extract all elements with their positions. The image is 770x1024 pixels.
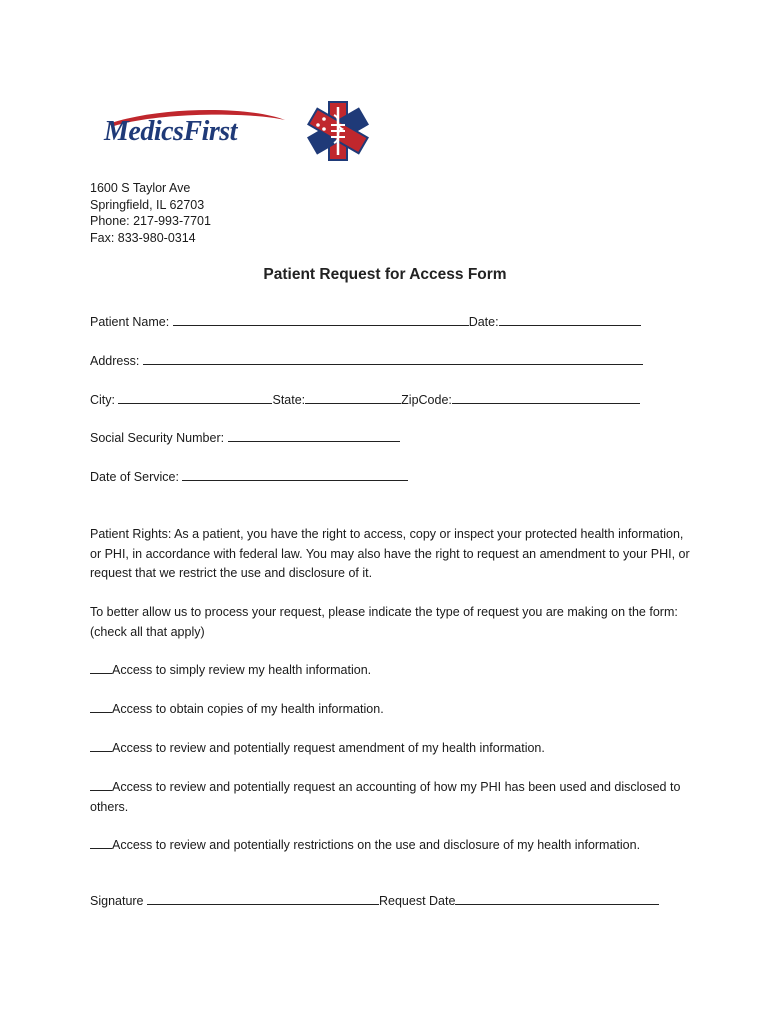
option-label: Access to review and potentially request an accounting of how my PHI has been used and disclosed to others. — [90, 780, 681, 814]
logo-text: MedicsFirst — [104, 116, 237, 147]
option-checkbox-blank[interactable] — [90, 701, 112, 713]
ssn-label: Social Security Number: — [90, 431, 225, 445]
city-label: City: — [90, 393, 115, 407]
option-checkbox-blank[interactable] — [90, 779, 112, 791]
option-checkbox-blank[interactable] — [90, 740, 112, 752]
option-label: Access to obtain copies of my health information. — [112, 702, 384, 716]
signature-label: Signature — [90, 894, 144, 908]
signature-field[interactable] — [147, 892, 379, 905]
patient-name-field[interactable] — [173, 313, 469, 326]
request-date-label: Request Date — [379, 894, 456, 908]
option-item — [90, 661, 690, 681]
option-label: Access to review and potentially restrictions on the use and disclosure of my health information. — [112, 838, 641, 852]
instructions-text: To better allow us to process your request, please indicate the type of request you are making on the form: (check all that apply) — [90, 605, 678, 639]
medicsfirst-logo — [100, 100, 390, 162]
option-item — [90, 778, 690, 817]
signature-row — [90, 892, 659, 908]
form-title: Patient Request for Access Form — [263, 266, 507, 283]
address-phone: Phone: 217-993-7701 — [90, 214, 211, 228]
date-label: Date: — [468, 315, 499, 329]
option-checkbox-blank[interactable] — [90, 837, 112, 849]
city-state-zip-row — [90, 391, 640, 407]
city-field[interactable] — [118, 391, 272, 404]
date-field[interactable] — [499, 313, 641, 326]
address-field[interactable] — [143, 352, 643, 365]
request-date-field[interactable] — [455, 892, 659, 905]
option-checkbox-blank[interactable] — [90, 662, 112, 674]
ssn-row — [90, 429, 400, 445]
address-fax: Fax: 833-980-0314 — [90, 230, 196, 245]
option-label: Access to simply review my health information. — [112, 663, 372, 677]
option-label: Access to review and potentially request amendment of my health information. — [112, 741, 545, 755]
address-row — [90, 352, 643, 368]
state-field[interactable] — [305, 391, 401, 404]
service-date-row — [90, 468, 408, 484]
address-label: Address: — [90, 354, 140, 368]
star-of-life-icon — [290, 100, 386, 162]
ssn-field[interactable] — [228, 429, 400, 442]
zip-label: ZipCode: — [401, 393, 452, 407]
option-item — [90, 836, 690, 856]
option-item — [90, 700, 690, 720]
patient-name-label: Patient Name: — [90, 315, 170, 329]
option-item — [90, 739, 690, 759]
service-date-label: Date of Service: — [90, 470, 179, 484]
patient-name-row — [90, 313, 641, 329]
company-address — [90, 180, 211, 246]
state-label: State: — [272, 393, 306, 407]
address-street: 1600 S Taylor Ave — [90, 181, 191, 195]
service-date-field[interactable] — [182, 468, 408, 481]
zip-field[interactable] — [452, 391, 640, 404]
address-city-state: Springfield, IL 62703 — [90, 197, 205, 212]
patient-rights-text: Patient Rights: As a patient, you have the right to access, copy or inspect your protected health information, or PHI, in accordance with federal law. You may also have the right to request an amendment to your PHI, or request that we restrict the use and disclosure of it. — [90, 527, 690, 580]
